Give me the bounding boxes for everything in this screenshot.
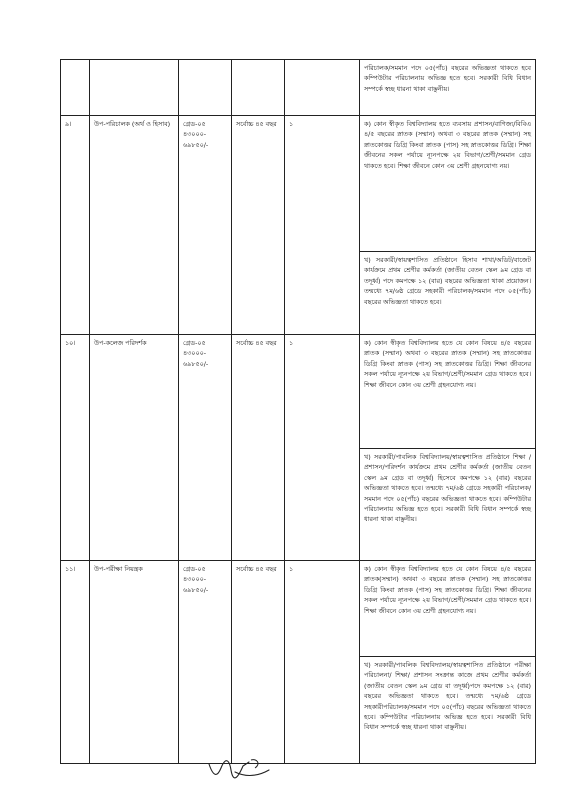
post-count-cell: ১ [285, 116, 360, 335]
post-count-cell: ১ [285, 335, 360, 561]
table-row [61, 335, 536, 449]
post-name-cell [90, 60, 179, 116]
qualification-a-cell: পরিচালক/সমমান পদে ০৫(পাঁচ) বছরের অভিজ্ঞতা থাকতে হবে কম্পিউটার পরিচালনায় অভিজ্ঞ হতে হবে। সরকারী বিধি বিধান সম্পর্কে স্বচ্ছ ধারনা থাকা বাঞ্ছনীয়। [360, 60, 536, 116]
grade-salary-cell: গ্রেড-০৫ ৪৩০০০- ৬৯৮৫০/- [179, 116, 232, 335]
qualification-a-cell: ক) কোন স্বীকৃত বিশ্ববিদ্যালয় হতে ব্যবসায় প্রশাসন/বাণিজ্য/বিবিএ ৪/৫ বছরের স্নাতক (সম্মান) অথবা ৩ বছরের স্নাতক (সম্মান) সহ স্নাতকোত্তর ডিগ্রি কিংবা স্নাতক (পাস) সহ স্নাতকোত্তর ডিগ্রি। শিক্ষা জীবনের সকল পর্যায়ে ন্যূনপক্ষে ২য় বিভাগ/শ্রেণী/সমমান গ্রেড থাকতে হবে। শিক্ষা জীবনে কোন ৩য় শ্রেণী গ্রহনযোগ্য নয়। [360, 116, 536, 252]
signature-image [205, 754, 275, 784]
age-limit-cell: সর্বোচ্চ ৪৫ বছর [232, 116, 285, 335]
post-name-cell: উপ-পরীক্ষা নিয়ন্ত্রক [90, 561, 179, 764]
grade-salary-cell [179, 60, 232, 116]
qualification-b-cell: খ) সরকারী/স্বায়ত্বশাসিত প্রতিষ্ঠানে হিসাব শাখা/অডিট/বাজেট কার্যক্রমে প্রথম শ্রেণীর কর্মকর্তা (জাতীয় বেতন স্কেল ৯ম গ্রেড বা তদূর্ধ্ব) পদে কমপক্ষে ১২ (বার) বছরের অভিজ্ঞতা থাকা প্রয়োজন। তন্মধ্যে ৭ম/৬ষ্ঠ গ্রেডে সহকারী পরিচালক/সমমান পদে ০৫(পাঁচ) বছরের অভিজ্ঞতা থাকতে হবে। [360, 252, 536, 335]
table-row [61, 116, 536, 252]
serial-cell: ১০। [61, 335, 90, 561]
job-qualification-table [60, 59, 536, 764]
table-row [61, 60, 536, 116]
grade-salary-cell: গ্রেড-০৫ ৪৩০০০- ৬৯৮৫০/- [179, 335, 232, 561]
age-limit-cell: সর্বোচ্চ ৪৫ বছর [232, 335, 285, 561]
age-limit-cell: সর্বোচ্চ ৪৫ বছর [232, 561, 285, 764]
qualification-b-cell: খ) সরকারী/পাবলিক বিশ্ববিদ্যালয়/স্বায়ত্বশাসিত প্রতিষ্ঠানে পরীক্ষা পরিচালনা/ শিক্ষা/ প্রশাসন সংক্রান্ত কাজে প্রথম শ্রেণীর কর্মকর্তা (জাতীয় বেতন স্কেল ৯ম গ্রেড বা তদূর্ধ্ব)পদে কমপক্ষে ১২ (বার) বছরের অভিজ্ঞতা থাকতে হবে। তন্মধ্যে ৭ম/৬ষ্ঠ গ্রেডে সহকারীপরিচালক/সমমান পদে ০৫(পাঁচ) বছরের অভিজ্ঞতা থাকতে হবে। কম্পিউটার পরিচালনায় অভিজ্ঞ হতে হবে। সরকারী বিধি বিধান সম্পর্কে স্বচ্ছ ধারনা থাকা বাঞ্ছনীয়। [360, 657, 536, 764]
table-row [61, 561, 536, 657]
post-name-cell: উপ-পরিচালক (অর্থ ও হিসাব) [90, 116, 179, 335]
serial-cell: ৯। [61, 116, 90, 335]
age-limit-cell [232, 60, 285, 116]
serial-cell: ১১। [61, 561, 90, 764]
post-count-cell [285, 60, 360, 116]
qualification-a-cell: ক) কোন স্বীকৃত বিশ্ববিদ্যালয় হতে যে কোন বিষয়ে ৪/৫ বছরের স্নাতক (সম্মান) অথবা ৩ বছরের স্নাতক (সম্মান) সহ স্নাতকোত্তর ডিগ্রি কিংবা স্নাতক (পাস) সহ স্নাতকোত্তর ডিগ্রি। শিক্ষা জীবনের সকল পর্যায়ে ন্যূনপক্ষে ২য় বিভাগ/শ্রেণী/সমমান গ্রেড থাকতে হবে। শিক্ষা জীবনে কোন ৩য় শ্রেণী গ্রহনযোগ্য নয়। [360, 335, 536, 449]
post-name-cell: উপ-কলেজ পরিদর্শক [90, 335, 179, 561]
qualification-a-cell: ক) কোন স্বীকৃত বিশ্ববিদ্যালয় হতে যে কোন বিষয়ে ৪/৫ বছরের স্নাতক(সম্মান) অথবা ৩ বছরের স্নাতক (সম্মান) সহ স্নাতকোত্তর ডিগ্রি কিংবা স্নাতক (পাস) সহ স্নাতকোত্তর ডিগ্রি। শিক্ষা জীবনের সকল পর্যায়ে ন্যূনপক্ষে ২য় বিভাগ/শ্রেণী/সমমান গ্রেড থাকতে হবে। শিক্ষা জীবনে কোন ৩য় শ্রেণী গ্রহনযোগ্য নয়। [360, 561, 536, 657]
serial-cell [61, 60, 90, 116]
post-count-cell: ১ [285, 561, 360, 764]
grade-salary-cell: গ্রেড-০৫ ৪৩০০০- ৬৯৮৫০/- [179, 561, 232, 764]
qualification-b-cell: খ) সরকারী/পাবলিক বিশ্ববিদ্যালয়/স্বায়ত্বশাসিত প্রতিষ্ঠানে শিক্ষা /প্রশাসন/পরিদর্শন কার্যক্রমে প্রথম শ্রেণীর কর্মকর্তা (জাতীয় বেতন স্কেল ৯ম গ্রেড বা তদূর্ধ্ব) হিসেবে কমপক্ষে ১২ (বার) বছরের অভিজ্ঞতা থাকতে হবে। তন্মধ্যে ৭ম/৬ষ্ঠ গ্রেডে সহকারী পরিচালক/সমমান পদে ০৫(পাঁচ) বছরের অভিজ্ঞতা থাকতে হবে। কম্পিউটার পরিচালনায় অভিজ্ঞ হতে হবে। সরকারী বিধি বিধান সম্পর্কে স্বচ্ছ ধারনা থাকা বাঞ্ছনীয়। [360, 449, 536, 561]
